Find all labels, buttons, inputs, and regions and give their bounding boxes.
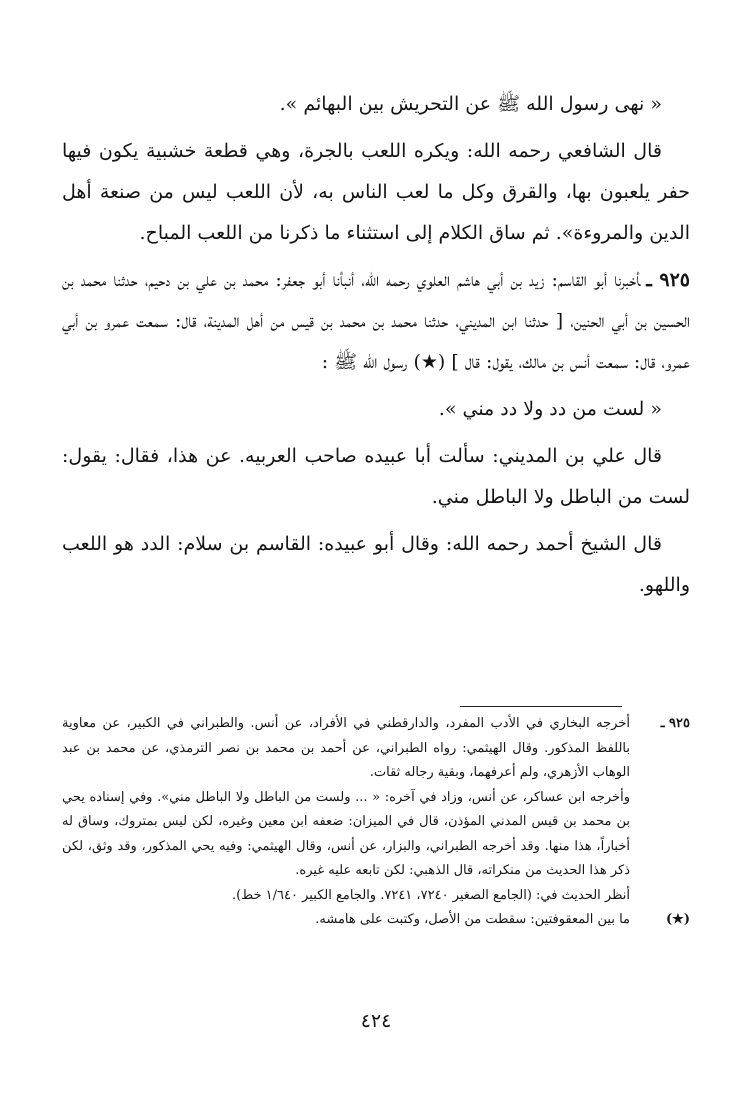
footnote-text: وأخرجه ابن عساكر، عن أنس، وزاد في آخره: « ... ولست من الباطل ولا الباطل مني». وفي إسناده يحي بن محمد بن قيس المدني المؤذن، قال في الميزان: ضعفه ابن معين وغيره، لكن ليس بمتروك، وساق له أخباراً، هذا منها. وقد أخرجه الطبراني، والبزار، عن أنس، وقال الهيثمي: وفيه يحي المذكور، وقد وثق، لكن ذكر هذا الحديث من منكراته، قال الذهبي: لكن تابعه عليه غيره. xyxy=(62,789,630,878)
page-number: ٤٢٤ xyxy=(360,1010,392,1032)
footnote-marker: (★) xyxy=(666,912,690,927)
footnote-925 xyxy=(62,712,690,908)
footnotes xyxy=(62,712,690,933)
footnote-separator xyxy=(460,706,622,707)
main-text xyxy=(62,84,690,612)
footnote-star xyxy=(62,908,690,933)
paragraph-hadith-quote: « نهى رسول الله ﷺ عن التحريش بين البهائم ». xyxy=(279,93,662,115)
footnote-number: ٩٢٥ ـ xyxy=(660,716,690,731)
paragraph-shafii: قال الشافعي رحمه الله: ويكره اللعب بالجرة، وهي قطعة خشبية يكون فيها حفر يلعبون بها، والقرق وكل ما لعب الناس به، لأن اللعب ليس من صنعة أهل الدين والمروءة». ثم ساق الكلام إلى استثناء ما ذكرنا من اللعب المباح. xyxy=(62,140,690,244)
paragraph-hadith-matn: « لست من دد ولا دد مني ». xyxy=(438,398,662,420)
hadith-number: ٩٢٥ ـ xyxy=(646,269,690,291)
footnote-text: أنظر الحديث في: (الجامع الصغير ٧٢٤٠، ٧٢٤١. والجامع الكبير ١/٦٤٠ خط). xyxy=(231,887,630,903)
paragraph-sheikh-ahmad: قال الشيخ أحمد رحمه الله: وقال أبو عبيده: القاسم بن سلام: الدد هو اللعب واللهو. xyxy=(62,533,690,596)
hadith-isnad: أخبرنا أبو القاسم: زيد بن أبي هاشم العلوي رحمه الله، أنبأنا أبو جعفر: محمد بن علي بن دحيم، حدثنا محمد بن الحسين بن أبي الحنين، [ حدثنا ابن المديني، حدثنا محمد بن محمد بن قيس من أهل المدينة، قال: سمعت عمرو بن أبي عمرو، قال: سمعت أنس بن مالك، يقول: قال ] (★) رسول الله ﷺ : xyxy=(62,269,690,373)
footnote-text: أخرجه البخاري في الأدب المفرد، والدارقطني في الأفراد، عن أنس. والطبراني في الكبير، عن معاوية باللفظ المذكور. وقال الهيثمي: رواه الطبراني، عن أحمد بن محمد بن نصر الترمذي، عن محمد بن عبد الوهاب الأزهري، ولم أعرفهما، وبقية رجاله ثقات. xyxy=(62,716,630,780)
paragraph-hadith-925 xyxy=(62,260,690,383)
footnote-text: ما بين المعقوفتين: سقطت من الأصل، وكتبت على هامشه. xyxy=(315,912,630,927)
paragraph-ibn-madini: قال علي بن المديني: سألت أبا عبيده صاحب العربيه. عن هذا، فقال: يقول: لست من الباطل ولا الباطل مني. xyxy=(62,445,690,508)
